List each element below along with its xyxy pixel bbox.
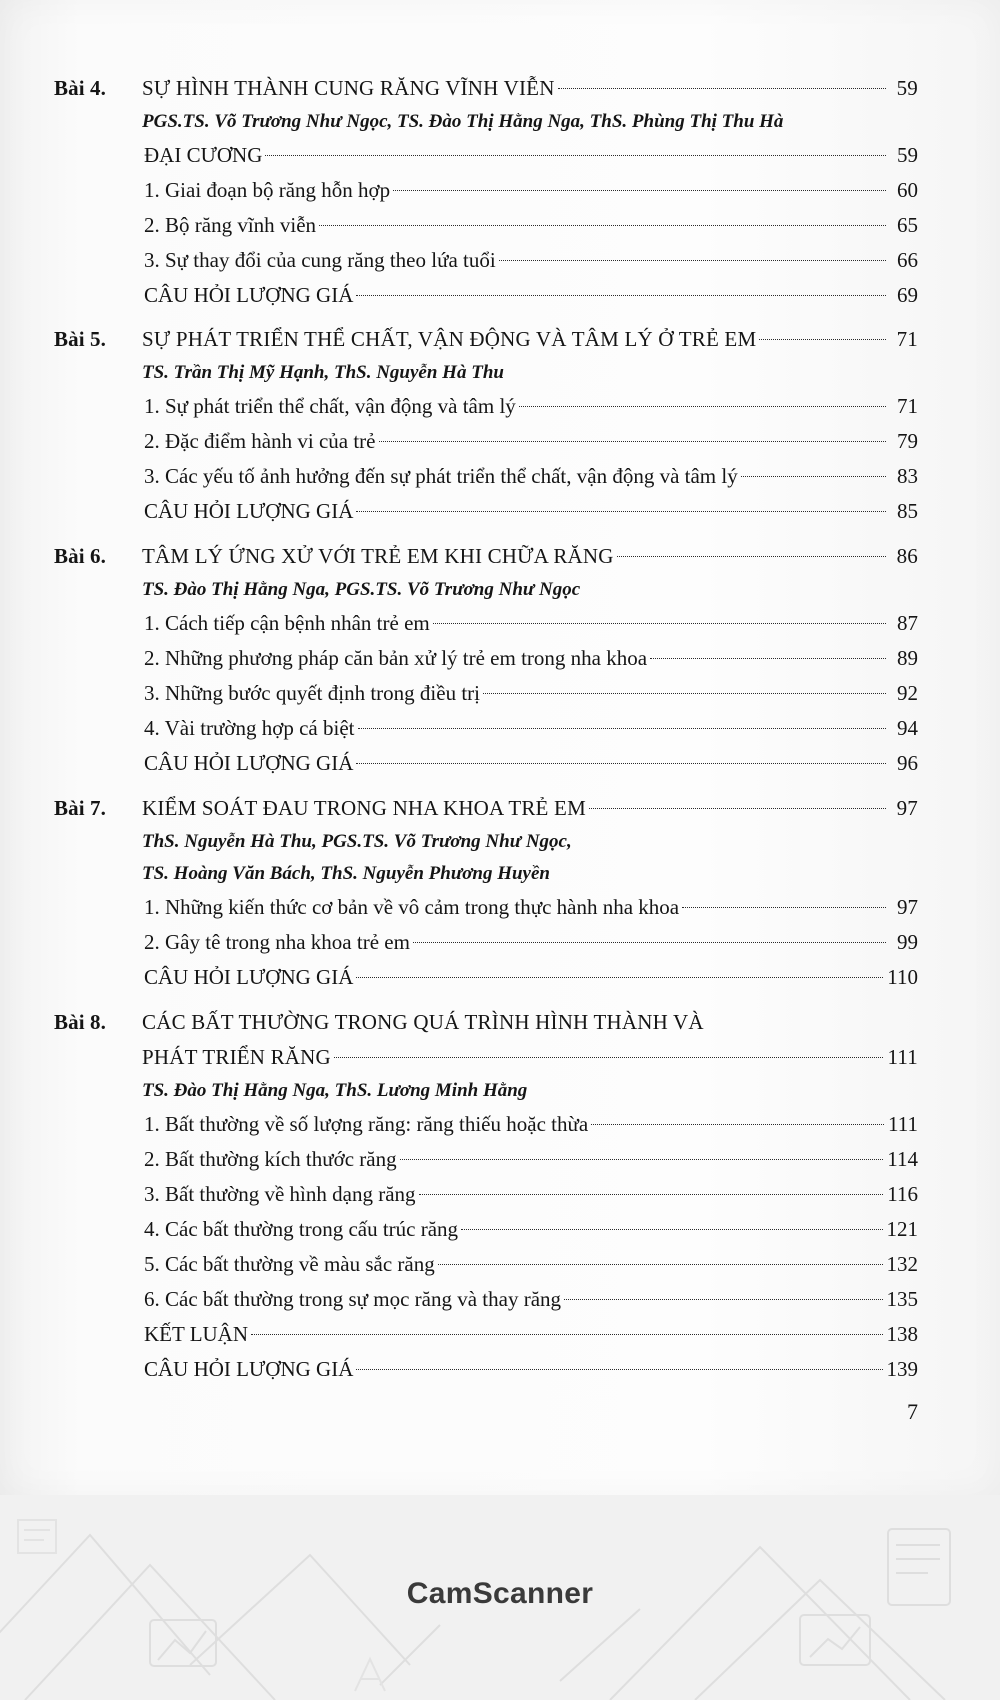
toc-entry[interactable] [142,680,918,707]
dot-leader [461,1229,882,1230]
toc-entry[interactable] [142,1146,918,1173]
dot-leader [519,406,886,407]
toc-entry[interactable] [142,282,918,309]
toc-lesson-7 [54,795,918,991]
lesson-title: SỰ PHÁT TRIỂN THỂ CHẤT, VẬN ĐỘNG VÀ TÂM LÝ Ở TRẺ EM [142,327,757,351]
lesson-title-line-1: CÁC BẤT THƯỜNG TRONG QUÁ TRÌNH HÌNH THÀNH VÀ [142,1010,704,1034]
dot-leader [356,1369,882,1370]
page-ref: 111 [888,1112,918,1136]
toc-entry[interactable] [142,463,918,490]
dot-leader [741,476,886,477]
page-ref: 97 [897,895,918,919]
entry-title: CÂU HỎI LƯỢNG GIÁ [144,751,354,775]
dot-leader [682,907,886,908]
entry-title: CÂU HỎI LƯỢNG GIÁ [144,1357,354,1381]
lesson-body [142,75,918,309]
dot-leader [558,88,886,89]
page-ref: 99 [897,930,918,954]
lesson-title-row[interactable] [142,795,918,822]
entry-title: CÂU HỎI LƯỢNG GIÁ [144,283,354,307]
lesson-title-row[interactable] [142,326,918,353]
dot-leader [433,623,886,624]
lesson-authors: TS. Hoàng Văn Bách, ThS. Nguyễn Phương Huyền [142,863,550,884]
dot-leader [356,977,883,978]
entry-title: 2. Những phương pháp căn bản xử lý trẻ em trong nha khoa [144,646,648,670]
page-ref: 65 [897,213,918,237]
entry-title: 1. Sự phát triển thể chất, vận động và tâm lý [144,394,516,418]
toc-entry[interactable] [142,1181,918,1208]
entry-title: 4. Các bất thường trong cấu trúc răng [144,1217,459,1241]
dot-leader [393,190,886,191]
toc-entry[interactable] [142,964,918,991]
lesson-authors: TS. Đào Thị Hằng Nga, ThS. Lương Minh Hằng [142,1080,528,1101]
entry-title: 1. Giai đoạn bộ răng hỗn hợp [144,178,391,202]
lesson-label: Bài 7. [54,796,106,820]
page-ref: 83 [897,464,918,488]
entry-title: 2. Bất thường kích thước răng [144,1147,397,1171]
lesson-body [142,326,918,525]
dot-leader [400,1159,884,1160]
toc-entry[interactable] [142,1356,918,1383]
page-ref: 138 [886,1322,918,1346]
dot-leader [589,808,886,809]
toc-lesson-5 [54,326,918,525]
camscanner-watermark: CamScanner [406,1577,594,1610]
page-ref: 86 [896,544,918,568]
toc-lesson-6 [54,543,918,777]
lesson-label: Bài 5. [54,327,106,351]
entry-title: 3. Các yếu tố ảnh hưởng đến sự phát triển thể chất, vận động và tâm lý [144,464,738,488]
lesson-title: TÂM LÝ ỨNG XỬ VỚI TRẺ EM KHI CHỮA RĂNG [142,544,614,568]
page-ref: 71 [897,394,918,418]
lesson-title: SỰ HÌNH THÀNH CUNG RĂNG VĨNH VIỄN [142,76,555,100]
entry-title: 1. Bất thường về số lượng răng: răng thiếu hoặc thừa [144,1112,589,1136]
entry-title: 6. Các bất thường trong sự mọc răng và thay răng [144,1287,562,1311]
page-ref: 87 [897,611,918,635]
dot-leader [759,339,886,340]
page-ref: 92 [897,681,918,705]
entry-title: CÂU HỎI LƯỢNG GIÁ [144,499,354,523]
page-ref: 69 [897,283,918,307]
entry-title: CÂU HỎI LƯỢNG GIÁ [144,965,354,989]
page-number: 7 [907,1399,918,1424]
dot-leader [251,1334,882,1335]
lesson-authors: TS. Đào Thị Hằng Nga, PGS.TS. Võ Trương Như Ngọc [142,579,581,600]
page-ref: 89 [897,646,918,670]
toc-entry[interactable] [142,1111,918,1138]
entry-title: 3. Bất thường về hình dạng răng [144,1182,416,1206]
page-ref: 111 [887,1045,918,1069]
dot-leader [358,728,887,729]
entry-title: 2. Đặc điểm hành vi của trẻ [144,429,376,453]
dot-leader [483,693,886,694]
page-ref: 94 [897,716,918,740]
page-ref: 59 [896,76,918,100]
dot-leader [356,763,886,764]
table-of-contents [54,75,918,1397]
dot-leader [438,1264,883,1265]
dot-leader [413,942,886,943]
page-ref: 114 [887,1147,918,1171]
dot-leader [319,225,886,226]
dot-leader [564,1299,882,1300]
entry-title: 4. Vài trường hợp cá biệt [144,716,355,740]
dot-leader [356,295,886,296]
entry-title: 1. Những kiến thức cơ bản về vô cảm trong thực hành nha khoa [144,895,680,919]
entry-title: 5. Các bất thường về màu sắc răng [144,1252,435,1276]
toc-entry[interactable] [142,1251,918,1278]
entry-title: KẾT LUẬN [144,1322,249,1346]
page-ref: 121 [886,1217,918,1241]
entry-title: 2. Bộ răng vĩnh viễn [144,213,317,237]
toc-lesson-4 [54,75,918,309]
page-ref: 135 [886,1287,918,1311]
entry-title: 3. Sự thay đổi của cung răng theo lứa tuổi [144,248,496,272]
lesson-body [142,1009,918,1383]
toc-entry[interactable] [142,1286,918,1313]
lesson-label: Bài 8. [54,1010,106,1034]
lesson-body [142,543,918,777]
dot-leader [419,1194,884,1195]
toc-entry[interactable] [142,247,918,274]
page-ref: 139 [886,1357,918,1381]
lesson-body [142,795,918,991]
lesson-authors: PGS.TS. Võ Trương Như Ngọc, TS. Đào Thị Hằng Nga, ThS. Phùng Thị Thu Hà [142,111,784,132]
dot-leader [265,155,886,156]
dot-leader [617,556,886,557]
page-ref: 85 [897,499,918,523]
lesson-label: Bài 4. [54,76,106,100]
entry-title: 3. Những bước quyết định trong điều trị [144,681,480,705]
page-ref: 116 [887,1182,918,1206]
toc-entry[interactable] [142,142,918,169]
dot-leader [499,260,886,261]
toc-lesson-8 [54,1009,918,1383]
toc-entry[interactable] [142,715,918,742]
page-ref: 96 [897,751,918,775]
toc-entry[interactable] [142,498,918,525]
toc-entry[interactable] [142,894,918,921]
entry-title: 2. Gây tê trong nha khoa trẻ em [144,930,410,954]
lesson-title-row[interactable] [142,543,918,570]
lesson-authors: TS. Trần Thị Mỹ Hạnh, ThS. Nguyễn Hà Thu [142,362,504,383]
page-ref: 71 [896,327,918,351]
toc-entry[interactable] [142,610,918,637]
page-ref: 79 [897,429,918,453]
toc-entry[interactable] [142,428,918,455]
lesson-title: KIỂM SOÁT ĐAU TRONG NHA KHOA TRẺ EM [142,796,586,820]
lesson-title: PHÁT TRIỂN RĂNG [142,1045,331,1069]
dot-leader [650,658,886,659]
page-ref: 110 [887,965,918,989]
toc-entry[interactable] [142,750,918,777]
lesson-label: Bài 6. [54,544,106,568]
toc-entry[interactable] [142,393,918,420]
lesson-title-row[interactable] [142,75,918,102]
scanner-watermark-band [0,1495,1000,1700]
dot-leader [334,1057,884,1058]
dot-leader [591,1124,884,1125]
page-ref: 59 [897,143,918,167]
toc-entry[interactable] [142,929,918,956]
page-ref: 60 [897,178,918,202]
toc-entry[interactable] [142,212,918,239]
toc-entry[interactable] [142,1321,918,1348]
lesson-title-row[interactable] [142,1044,918,1071]
entry-title: 1. Cách tiếp cận bệnh nhân trẻ em [144,611,430,635]
toc-entry[interactable] [142,177,918,204]
page-ref: 97 [896,796,918,820]
dot-leader [356,511,886,512]
dot-leader [379,441,887,442]
lesson-authors: ThS. Nguyễn Hà Thu, PGS.TS. Võ Trương Như Ngọc, [142,831,572,852]
toc-entry[interactable] [142,645,918,672]
toc-entry[interactable] [142,1216,918,1243]
page-ref: 66 [897,248,918,272]
page-ref: 132 [886,1252,918,1276]
entry-title: ĐẠI CƯƠNG [144,143,263,167]
